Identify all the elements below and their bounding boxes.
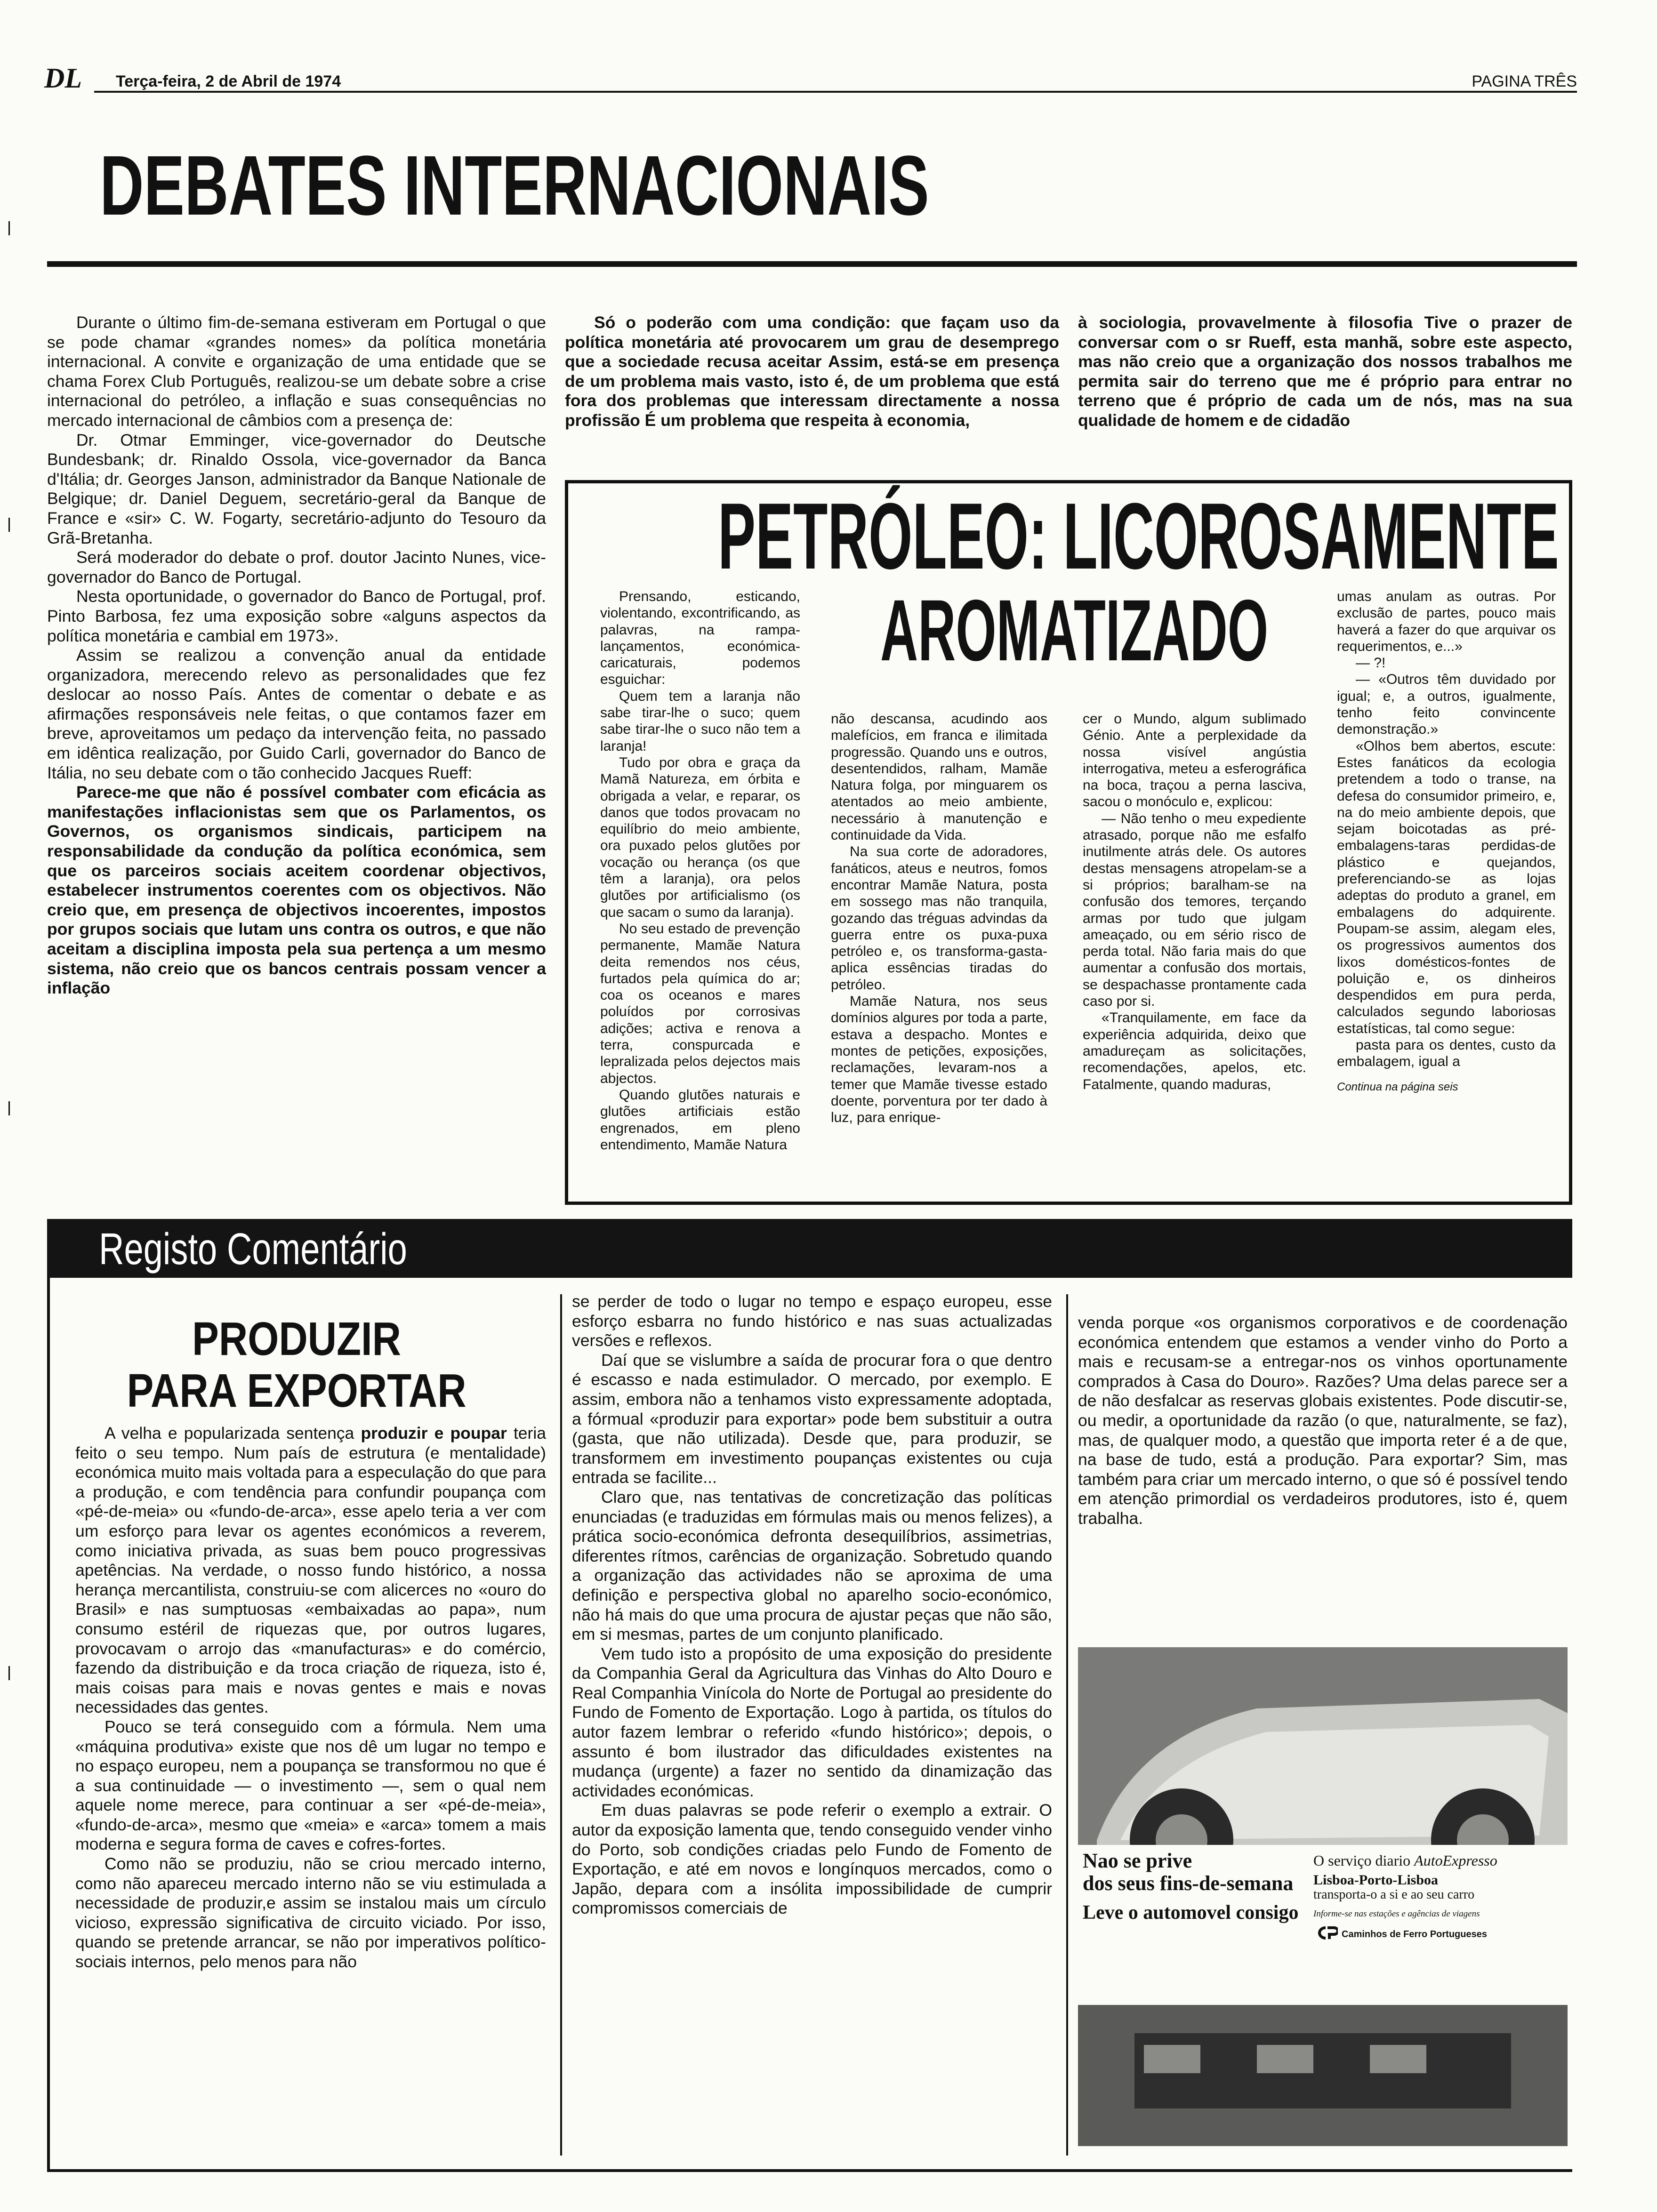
paragraph: à sociologia, provavelmente à filosofia Tive o prazer de conversar com o sr Rueff, esta manhã, sobre este aspecto, mas não creio que a organização dos nossos trabalhos me permita sair do terreno que me é próprio para entrar no terreno que é próprio de cada um de nós, mas na sua qualidade de homem e de cidadão bbox=[1078, 313, 1572, 430]
ad-route: Lisboa-Porto-Lisboa bbox=[1313, 1872, 1439, 1888]
paragraph: Durante o último fim-de-semana estiveram em Portugal o que se pode chamar «grandes nomes» da política monetária internacional. A convite e organização de uma entidade que se chama Forex Club Português, realizou-se um debate sobre a crise internacional do petróleo, a inflação e suas consequências no mercado internacional de câmbios com a presença de: bbox=[47, 313, 546, 430]
paragraph: Prensando, esticando, violentando, excontrificando, as palavras, na rampa-lançamentos, económica-caricaturais, podemos esguichar: bbox=[600, 589, 800, 688]
paragraph: Quando glutões naturais e glutões artificiais estão engrenados, em pleno entendimento, Mamãe Natura bbox=[600, 1087, 800, 1153]
paragraph: Na sua corte de adoradores, fanáticos, ateus e neutros, fomos encontrar Mamãe Natura, posta em sossego mas não tranquila, gozando das tréguas advindas da guerra entre os puxa-puxa petróleo e, os transforma-gasta-aplica essências tiradas do petróleo. bbox=[831, 844, 1047, 993]
paragraph: — «Outros têm duvidado por igual; e, a outros, igualmente, tenho feito convincente demonstração.» bbox=[1337, 672, 1556, 737]
paragraph: No seu estado de prevenção permanente, Mamãe Natura deita remendos nos céus, furtados pela química do ar; coa os oceanos e mares poluídos por corrosivas adições; activa e renova a terra, conspurcada e lepralizada pelos dejectos mais abjectos. bbox=[600, 921, 800, 1086]
cp-logo-icon bbox=[1313, 1926, 1338, 1940]
title-rule bbox=[47, 261, 1577, 267]
paragraph: Nesta oportunidade, o governador do Banco de Portugal, prof. Pinto Barbosa, fez uma exposição sobre «alguns aspectos da política monetária e cambial em 1973». bbox=[47, 587, 546, 645]
paragraph: Quem tem a laranja não sabe tirar-lhe o suco; quem sabe tirar-lhe o suco não tem a laranja! bbox=[600, 688, 800, 754]
paragraph: «Tranquilamente, em face da experiência adquirida, deixo que amadureçam as solicitações, recomendações, apelos, etc. Fatalmente, quando maduras, bbox=[1083, 1010, 1306, 1092]
masthead-page: PAGINA TRÊS bbox=[1472, 72, 1577, 90]
ad-route-2: transporta-o a si e ao seu carro bbox=[1313, 1887, 1475, 1902]
paragraph: Vem tudo isto a propósito de uma exposição do presidente da Companhia Geral da Agricultura das Vinhas do Alto Douro e Real Companhia Vinícola do Norte de Portugal ao presidente do Fundo de Fomento de Exportação. Logo à partida, os títulos do autor fazem lembrar o referido «fundo histórico»; depois, o assunto é bom ilustrador das dificuldades existentes na mudança (urgente) a fazer no sentido da dinamização das actividades económicas. bbox=[572, 1644, 1052, 1800]
masthead-logo bbox=[43, 66, 105, 92]
quote-paragraph: Parece-me que não é possível combater com eficácia as manifestações inflacionistas sem que os Parlamentos, os Governos, os organismos sindicais, participem na responsabilidade da condução da política económica, sem que os parceiros sociais aceitem coordenar objectivos, estabelecer instrumentos coerentes com os objectivos. Não creio que, em presença de objectivos incoerentes, impostos por grupos sociais que lutam uns contra os outros, e que não aceitam a disciplina imposta pela sua pertença a um mesmo sistema, não creio que os bancos centrais possam vencer a inflação bbox=[47, 783, 546, 998]
paragraph: não descansa, acudindo aos malefícios, em franca e ilimitada progressão. Quando uns e outros, desentendidos, ralham, Mamãe Natura folga, por minguarem os atentados ao meio ambiente, necessário à manutenção e continuidade da Vida. bbox=[831, 711, 1047, 843]
registo-col3 bbox=[1078, 1313, 1568, 1529]
boxed-headline-2: AROMATIZADO bbox=[880, 582, 1269, 679]
paragraph: Tudo por obra e graça da Mamã Natureza, em órbita e obrigada a velar, e reparar, os danos que todos provacam no equilíbrio do meio ambiente, ora puxado pelos glutões por vocação ou herança (os que têm a laranja), ora pelos glutões por artificialismo (os que sacam o sumo da laranja). bbox=[600, 754, 800, 920]
continua-note: Continua na página seis bbox=[1337, 1080, 1458, 1093]
ad-info: Informe-se nas estações e agências de viagens bbox=[1313, 1909, 1480, 1919]
paragraph: — ?! bbox=[1356, 655, 1386, 671]
registo-headline-2: PARA EXPORTAR bbox=[127, 1364, 467, 1417]
article1-col1 bbox=[47, 313, 546, 998]
masthead-rule bbox=[94, 91, 1577, 93]
paragraph: Dr. Otmar Emminger, vice-governador do Deutsche Bundesbank; dr. Rinaldo Ossola, vice-governador da Banca d'Itália; dr. Georges Janson, administrador da Banque Nationale de Belgique; dr. Daniel Deguem, secretário-geral da Banque de France e «sir» C. W. Fogarty, secretário-adjunto do Tesouro da Grã-Bretanha. bbox=[47, 430, 546, 547]
col-divider bbox=[1066, 1294, 1068, 2156]
margin-mark bbox=[8, 221, 15, 235]
article1-col2 bbox=[565, 313, 1059, 431]
margin-mark bbox=[8, 1101, 15, 1115]
paragraph: Daí que se vislumbre a saída de procurar fora o que dentro é escasso e nada estimulador. O mercado, por exemplo. E assim, embora não a tenhamos visto expressamente adoptada, a fórmual «produzir para exportar» pode bem substituir a outra (gasta, que não utilizada). Desde que, para produzir, se transformem em investimento poupanças existentes ou cuja entrada se facilite... bbox=[572, 1350, 1052, 1487]
paragraph: A velha e popularizada sentença produzir e poupar teria feito o seu tempo. Num país de estrutura (e mentalidade) económica muito mais voltada para a especulação do que para a produção, e com tendência para confundir poupança com «pé-de-meia» ou «fundo-de-arca», esse apelo teria a ver com um esforço para levar os agentes económicos a reverem, como iniciativa privada, as suas bem pouco progressivas apetências. Na verdade, o nosso fundo histórico, a nossa herança mercantilista, construiu-se com alicerces no «ouro do Brasil» e nas sumptuosas «embaixadas ao papa», num consumo estéril de riquezas que, por outros lugares, provocavam o arrojo das «manufacturas» e do comércio, fazendo da distribuição e da troca criação de riqueza, isto é, mais coisas para mais e novas gentes e mais e novas necessidades das gentes. bbox=[75, 1424, 547, 1717]
boxed-col2 bbox=[831, 711, 1047, 1126]
paragraph: pasta para os dentes, custo da embalagem, igual a bbox=[1337, 1037, 1556, 1070]
registo-col2 bbox=[572, 1292, 1052, 1918]
ad-cp-name: Caminhos de Ferro Portugueses bbox=[1342, 1929, 1487, 1940]
boxed-col1 bbox=[600, 588, 800, 1153]
section-title: DEBATES INTERNACIONAIS bbox=[100, 138, 929, 233]
masthead-date: Terça-feira, 2 de Abril de 1974 bbox=[116, 72, 341, 90]
paragraph: Em duas palavras se pode referir o exemplo a extrair. O autor da exposição lamenta que, tendo conseguido vender vinho do Porto, sob condições criadas pelo Fundo de Fomento de Exportação, e até em novos e longínquos mercados, como o Japão, depara com a insólita impossibilidade de cumprir compromissos comerciais de bbox=[572, 1801, 1052, 1918]
paragraph: Só o poderão com uma condição: que façam uso da política monetária até provocarem um grau de desemprego que a sociedade recusa aceitar Assim, está-se em presença de um problema mais vasto, isto é, de um problema que está fora dos problemas que interessam directamente a nossa profissão É um problema que respeita à economia, bbox=[565, 313, 1059, 430]
svg-text:DL: DL bbox=[44, 66, 82, 92]
paragraph: se perder de todo o lugar no tempo e espaço europeu, esse esforço esbarra no fundo histórico e nas suas actualizadas versões e reflexos. bbox=[572, 1292, 1052, 1350]
paragraph: Como não se produziu, não se criou mercado interno, como não apareceu mercado interno não se viu estimulada a necessidade de produzir,e assim se instalou mais um círculo vicioso, expressão significativa de circuito viciado. Por isso, quando se pretende arrancar, se não por imperativos político-sociais internos, pelo menos para não bbox=[75, 1854, 546, 1972]
registo-banner-label: Registo Comentário bbox=[99, 1224, 407, 1274]
paragraph: venda porque «os organismos corporativos e de coordenação económica entendem que estamos a vender vinho do Porto a mais e recusam-se a entregar-nos os vinhos oportunamente comprados à Casa do Douro». Razões? Uma delas parece ser a de não desfalcar as reservas globais existentes. Pode discutir-se, ou medir, a oportunidade da razão (o que, naturalmente, se faz), mas, de qualquer modo, a questão que importa reter é a de que, na base de tudo, está a produção. Para exportar? Sim, mas também para criar um mercado interno, o que só é possível tendo em atenção primordial os verdadeiros produtores, isto é, quem trabalha. bbox=[1078, 1313, 1568, 1528]
margin-mark bbox=[8, 1666, 15, 1680]
paragraph: — Não tenho o meu expediente atrasado, porque não me esfalfo inutilmente atrás dele. Os autores destas mensagens atropelam-se a si próprios; baralham-se na confusão dos temores, terçando armas por tudo que julgam ameaçado, ou em sério risco de perda total. Não faria mais do que aumentar a confusão dos mortais, se despachasse prontamente cada caso por si. bbox=[1083, 810, 1306, 1010]
boxed-col3 bbox=[1083, 711, 1306, 1093]
paragraph: Pouco se terá conseguido com a fórmula. Nem uma «máquina produtiva» existe que nos dê um lugar no tempo e no espaço europeu, nem a poupança se transformou no que é a sua continuidade — o investimento —, sem o qual nem aquele nome merece, para continuar a ser «pé-de-meia», «fundo-de-arca», mesmo que «meia» e «arca» tomem a mais moderna e segura forma de caves e cofres-fortes. bbox=[75, 1717, 546, 1854]
col-divider bbox=[560, 1294, 562, 2156]
boxed-headline-1: PETRÓLEO: LICOROSAMENTE bbox=[718, 484, 1559, 589]
ad-headline-1: Nao se prive bbox=[1083, 1849, 1192, 1872]
registo-col1 bbox=[75, 1424, 546, 1972]
ad-headline-3: Leve o automovel consigo bbox=[1083, 1902, 1299, 1923]
article1-col3 bbox=[1078, 313, 1572, 431]
margin-mark bbox=[8, 518, 15, 532]
ad-headline-2: dos seus fins-de-semana bbox=[1083, 1872, 1294, 1895]
ad-service: O serviço diario AutoExpresso bbox=[1313, 1852, 1497, 1869]
paragraph: Claro que, nas tentativas de concretização das políticas enunciadas (e traduzidas em fórmulas mais ou menos felizes), a prática socio-económica defronta desequilíbrios, assimetrias, diferentes rítmos, carências de organização. Sobretudo quando a organização das actividades não se aproxima de uma definição e perspectiva global no aparelho socio-económico, não há mais do que uma procura de ajustar peças que não são, em si mesmas, partes de um conjunto planificado. bbox=[572, 1487, 1052, 1644]
paragraph: Será moderador do debate o prof. doutor Jacinto Nunes, vice-governador do Banco de Portugal. bbox=[47, 548, 546, 586]
registo-headline-1: PRODUZIR bbox=[192, 1313, 401, 1365]
boxed-col4 bbox=[1337, 588, 1556, 1095]
paragraph: «Olhos bem abertos, escute: Estes fanáticos da ecologia pretendem a todo o transe, na defesa do consumidor primeiro, e, na do meio ambiente depois, que sejam boicotadas as pré-embalagens-taras perdidas-de plástico e quejandos, preferenciando-se as lojas adeptas do produto a granel, em embalagens do adquirente. Poupam-se assim, alegam eles, os progressivos aumentos dos lixos domésticos-fontes de poluição e, os dinheiros despendidos em pura perda, calculados segundo laboriosas estatísticas, tal como segue: bbox=[1337, 738, 1556, 1036]
paragraph: cer o Mundo, algum sublimado Génio. Ante a perplexidade da nossa visível angústia interrogativa, meteu a esferográfica na boca, traçou a perna lasciva, sacou o monóculo e, explicou: bbox=[1083, 711, 1306, 810]
paragraph: Assim se realizou a convenção anual da entidade organizadora, merecendo relevo as personalidades que fez deslocar ao nosso País. Antes de comentar o debate e as afirmações responsáveis nele feitas, o que contamos fazer em breve, aproveitamos um pedaço da intervenção feita, no passado em idêntica realização, por Guido Carli, governador do Banco de Itália, no seu debate com o tão conhecido Jacques Rueff: bbox=[47, 646, 546, 782]
paragraph: umas anulam as outras. Por exclusão de partes, pouco mais haverá a fazer do que arquivar os requerimentos, e...» bbox=[1337, 589, 1556, 654]
paragraph: Mamãe Natura, nos seus domínios algures por toda a parte, estava a despacho. Montes e montes de petições, exposições, reclamações, levaram-nos a temer que Mamãe tivesse estado doente, porventura por ter dado à luz, para enrique- bbox=[831, 994, 1047, 1126]
